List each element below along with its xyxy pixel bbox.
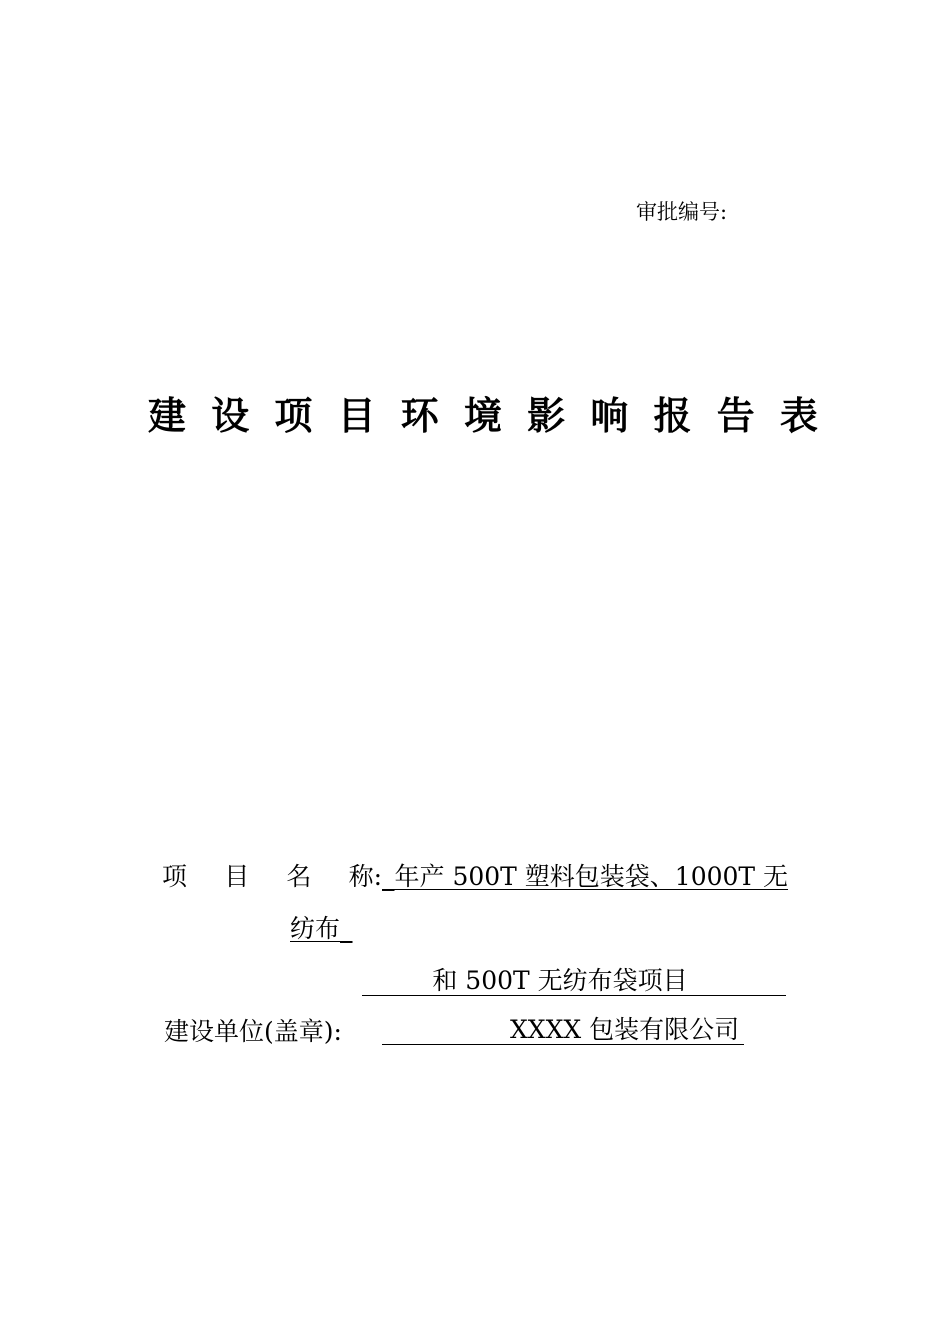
title-char: 环 (400, 394, 439, 438)
construction-unit-value: XXXX 包装有限公司 (382, 1015, 744, 1045)
title-char: 建 (148, 394, 187, 438)
construction-unit-label: 建设单位(盖章): (164, 1017, 342, 1046)
document-title (148, 392, 818, 440)
project-name-label (162, 860, 382, 894)
project-name-label-char: 项 (162, 862, 188, 891)
title-char: 境 (463, 394, 502, 438)
approval-number-label: 审批编号: (636, 200, 728, 224)
title-char: 项 (274, 394, 313, 438)
project-name-value-line3: 和 500T 无纺布袋项目 (362, 966, 786, 996)
project-name-label-char: 名 (286, 862, 312, 891)
project-name-label-char: 目 (224, 862, 250, 891)
project-name-label-char: 称: (348, 862, 382, 891)
title-char: 表 (779, 394, 818, 438)
project-name-value-line2: 纺布_ (290, 914, 353, 943)
project-name-value-line1: _年产 500T 塑料包装袋、1000T 无 (382, 862, 789, 891)
title-char: 报 (653, 394, 692, 438)
title-char: 影 (527, 394, 566, 438)
title-char: 设 (211, 394, 250, 438)
title-char: 目 (337, 394, 376, 438)
title-char: 响 (590, 394, 629, 438)
title-char: 告 (716, 394, 755, 438)
